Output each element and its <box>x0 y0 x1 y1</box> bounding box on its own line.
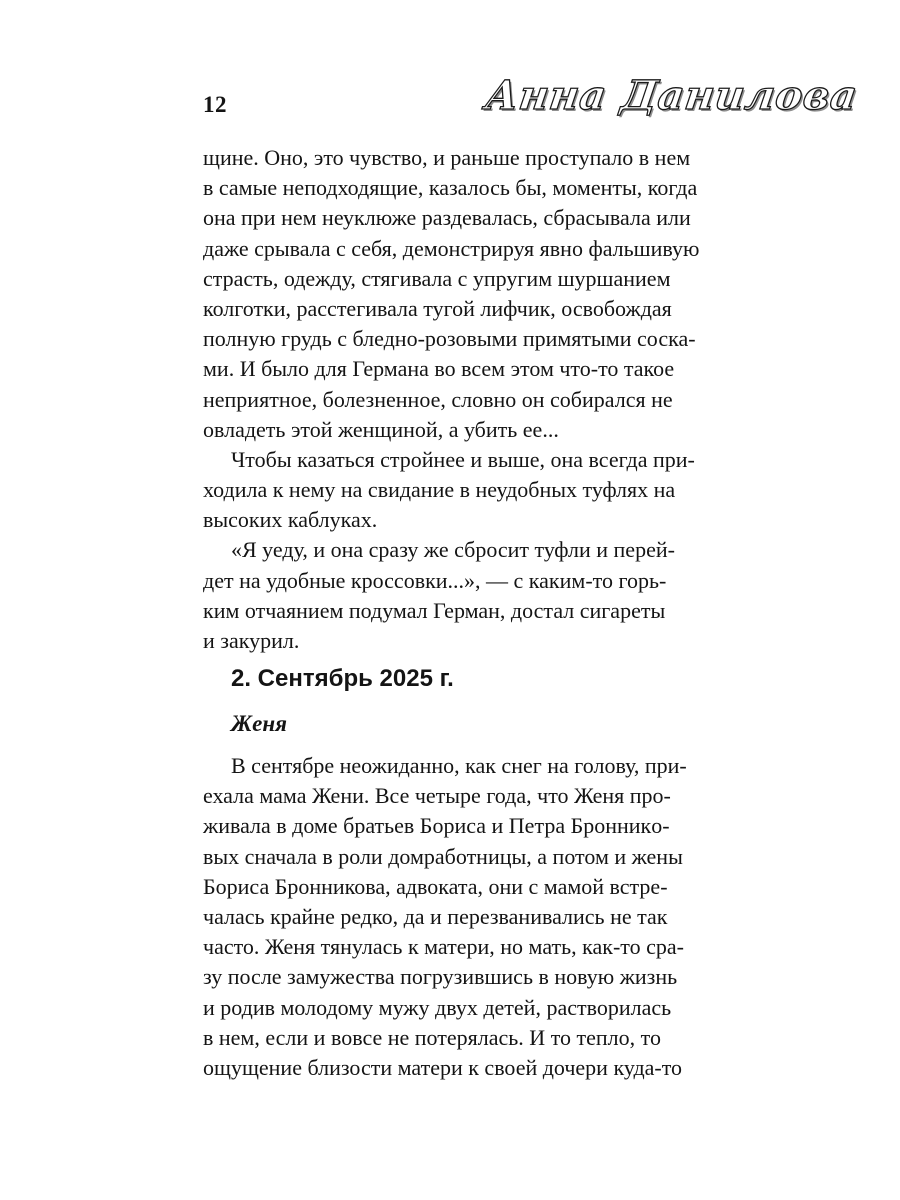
text-line: колготки, расстегивала тугой лифчик, освобождая <box>203 295 672 321</box>
text-line: в самые неподходящие, казалось бы, моменты, когда <box>203 175 698 201</box>
text-line: «Я уеду, и она сразу же сбросит туфли и перей- <box>231 537 675 563</box>
text-line: дет на удобные кроссовки...», — с каким-то горь- <box>203 567 667 593</box>
text-line: Чтобы казаться стройнее и выше, она всегда при- <box>231 446 695 472</box>
text-line: ким отчаянием подумал Герман, достал сигареты <box>203 597 666 623</box>
text-line: зу после замужества погрузившись в новую жизнь <box>203 964 678 990</box>
text-line: ощущение близости матери к своей дочери куда-то <box>203 1054 683 1080</box>
text-line: в нем, если и вовсе не потерялась. И то тепло, то <box>203 1024 661 1050</box>
text-block-1 <box>203 143 728 656</box>
text-line: и родив молодому мужу двух детей, растворилась <box>203 994 672 1020</box>
text-line: овладеть этой женщиной, а убить ее... <box>203 416 559 442</box>
text-line: ми. И было для Германа во всем этом что-то такое <box>203 356 675 382</box>
text-line: и закурил. <box>203 628 300 653</box>
text-line: она при нем неуклюже раздевалась, сбрасывала или <box>203 205 691 231</box>
text-line: даже срывала с себя, демонстрируя явно фальшивую <box>203 235 700 261</box>
running-header-author: Анна Данилова <box>482 72 861 119</box>
text-line: полную грудь с бледно-розовыми примятыми соска- <box>203 326 696 352</box>
page-number: 12 <box>203 92 227 117</box>
text-line: вых сначала в роли домработницы, а потом и жены <box>203 843 683 869</box>
text-line: живала в доме братьев Бориса и Петра Бронникo- <box>203 813 670 839</box>
text-line: щине. Оно, это чувство, и раньше проступало в нем <box>203 145 691 170</box>
text-line: страсть, одежду, стягивала с упругим шуршанием <box>203 265 671 291</box>
chapter-subtitle: Женя <box>231 711 287 736</box>
text-line: Бориса Бронникова, адвоката, они с мамой встре- <box>203 873 668 899</box>
text-line: часто. Женя тянулась к матери, но мать, как-то сра- <box>203 934 684 960</box>
text-line: В сентябре неожиданно, как снег на голову, при- <box>231 753 687 778</box>
text-line: высоких каблуках. <box>203 507 378 533</box>
chapter-title: 2. Сентябрь 2025 г. <box>231 665 454 692</box>
text-line: чалась крайне редко, да и перезванивались не так <box>203 903 668 929</box>
text-block-2 <box>203 751 728 1083</box>
text-line: неприятное, болезненное, словно он собирался не <box>203 386 673 412</box>
text-line: ехала мама Жени. Все четыре года, что Женя про- <box>203 783 671 809</box>
text-line: ходила к нему на свидание в неудобных туфлях на <box>203 477 676 503</box>
